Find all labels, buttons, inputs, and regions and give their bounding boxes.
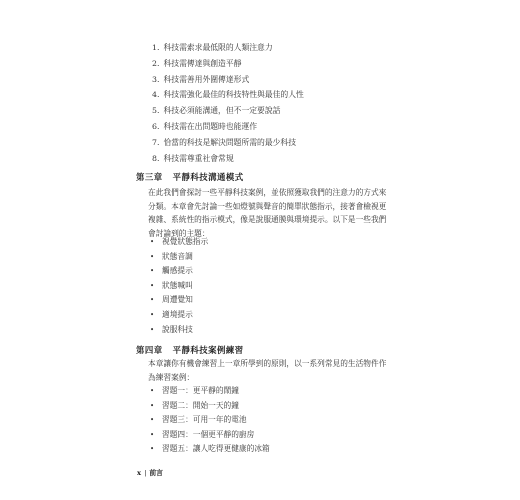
list-item: • 習題二：開始一天的鐘 (150, 399, 270, 414)
chapter-3-topics-list (150, 235, 208, 337)
list-item: 1. 科技需索求最低限的人類注意力 (152, 43, 273, 52)
list-item: • 習題一：更平靜的鬧鐘 (150, 384, 270, 399)
list-item: • 習題五：讓人吃得更健康的冰箱 (150, 442, 270, 457)
bullet-icon: • (150, 310, 155, 319)
page-number: x (137, 469, 142, 477)
bullet-icon: • (150, 430, 155, 439)
calm-tech-principles-list (152, 40, 304, 166)
list-item: • 視覺狀態指示 (150, 235, 208, 250)
list-item: 7. 恰當的科技是解決問題所需的最少科技 (152, 137, 297, 147)
list-item: 3. 科技需善用外圍傳達形式 (152, 74, 250, 84)
list-item: • 觸感提示 (150, 264, 208, 279)
chapter-4-paragraph: 本章讓你有機會練習上一章所學到的原則，以一系列常見的生活物件作為練習案例： (148, 359, 387, 382)
list-item: 6. 科技需在出問題時也能運作 (152, 121, 258, 131)
list-item: • 說服科技 (150, 323, 208, 338)
chapter-3-paragraph: 在此我們會探討一些平靜科技案例，並依照獲取我們的注意力的方式來分類。本章會先討論一些如燈號與聲音的簡單狀態指示，接著會檢視更複雜、系統性的指示模式，像是說服通膜與環境提示。以下是一些我們會討論到的主題： (148, 188, 387, 238)
bullet-icon: • (150, 325, 155, 334)
list-item: • 狀態音調 (150, 250, 208, 265)
bullet-icon: • (150, 416, 155, 425)
bullet-icon: • (150, 281, 155, 290)
bullet-icon: • (150, 296, 155, 305)
list-item: 4. 科技需強化最佳的科技特性與最佳的人性 (152, 90, 304, 100)
chapter-4-exercises-list (150, 384, 270, 457)
list-item: • 狀態喊叫 (150, 279, 208, 294)
bullet-icon: • (150, 445, 155, 454)
chapter-4-heading: 第四章 平靜科技案例練習 (136, 345, 244, 355)
bullet-icon: • (150, 238, 155, 246)
section-name: 前言 (149, 469, 163, 477)
list-item: 8. 科技需尊重社會常規 (152, 153, 234, 163)
bullet-icon: • (150, 252, 155, 261)
list-item: 2. 科技需傳達與創造平靜 (152, 58, 242, 68)
list-item: 5. 科技必須能溝通，但不一定要說話 (152, 106, 281, 116)
bullet-icon: • (150, 387, 155, 395)
list-item: • 周遭覺知 (150, 293, 208, 308)
page-footer (137, 467, 163, 477)
chapter-3-heading: 第三章 平靜科技溝通模式 (136, 172, 244, 182)
list-item: • 習題四：一個更平靜的廚房 (150, 428, 270, 443)
list-item: • 習題三：可用一年的電池 (150, 413, 270, 428)
bullet-icon: • (150, 267, 155, 276)
list-item: • 適境提示 (150, 308, 208, 323)
footer-separator: | (144, 469, 147, 477)
bullet-icon: • (150, 401, 155, 410)
